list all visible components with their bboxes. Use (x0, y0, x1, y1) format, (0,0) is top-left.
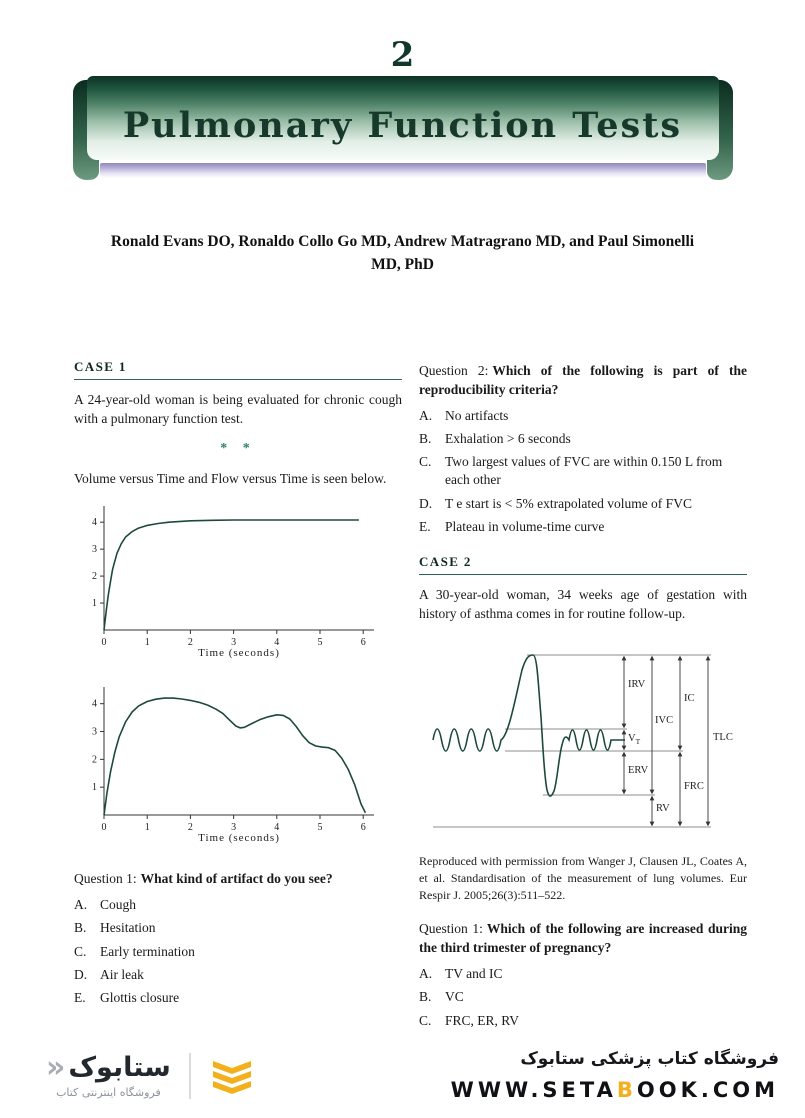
answer-option: A. Cough (74, 897, 137, 913)
question-text: Which of the following are increased during the third trimester of pregnancy? (419, 920, 747, 955)
banner-gradient (87, 76, 719, 160)
website-accent-letter: B (616, 1078, 637, 1102)
banner-lavender-strip (100, 163, 706, 178)
svg-text:3: 3 (92, 544, 97, 556)
frc-label: FRC (684, 781, 704, 793)
question-2 (419, 361, 747, 399)
answer-option: C. FRC, ER, RV (419, 1012, 519, 1028)
svg-text:6: 6 (360, 636, 366, 648)
irv-label: IRV (628, 679, 646, 691)
answer-option: D. Air leak (74, 966, 144, 982)
answer-option: D. T e start is < 5% extrapolated volume of FVC (419, 495, 692, 511)
left-column (74, 359, 402, 1035)
spirogram-trace (433, 655, 625, 796)
svg-text:4: 4 (274, 821, 280, 833)
answer-option: A. No artifacts (419, 407, 509, 423)
case1-options (74, 896, 402, 1007)
case1-heading: CASE 1 (74, 359, 402, 380)
svg-text:1: 1 (92, 782, 97, 794)
svg-text:4: 4 (92, 698, 97, 710)
chapter-title: Pulmonary Function Tests (122, 104, 683, 146)
ivc-label: IVC (655, 715, 674, 727)
svg-text:6: 6 (360, 821, 366, 833)
flow-time-chart (74, 677, 402, 854)
case2-options (419, 965, 747, 1030)
shop-title: فروشگاه کتاب پزشکی ستابوک (520, 1049, 779, 1069)
right-column (419, 359, 747, 1035)
volume-time-chart (74, 496, 402, 669)
answer-option: C. Two largest values of FVC are within 0.150 L from each other (419, 454, 723, 488)
authors-line: Ronald Evans DO, Ronaldo Collo Go MD, Andrew Matragrano MD, and Paul Simonelli MD, PhD (110, 233, 695, 274)
case2-heading: CASE 2 (419, 554, 747, 575)
stacked-books-icon (209, 1053, 255, 1099)
svg-text:2: 2 (187, 821, 193, 833)
svg-text:2: 2 (92, 754, 97, 766)
page-body (0, 359, 805, 1035)
logo-wordmark: ستابوک (68, 1052, 171, 1083)
question-text: Which of the following is part of the reproducibility criteria? (419, 362, 747, 397)
logo-chevrons-icon: « (46, 1050, 66, 1085)
chapter-number: 2 (390, 35, 415, 75)
tlc-label: TLC (713, 732, 733, 744)
erv-label: ERV (628, 765, 649, 777)
answer-option: B. VC (419, 989, 464, 1005)
svg-text:2: 2 (92, 571, 97, 583)
svg-text:Time (seconds): Time (seconds) (198, 646, 280, 659)
question-label: Question 2: (419, 362, 489, 378)
vt-label: $V_T$ (628, 733, 641, 747)
answer-option: C. Early termination (74, 943, 195, 959)
svg-text:3: 3 (231, 636, 237, 648)
answer-option: E. Plateau in volume-time curve (419, 518, 605, 534)
flow-time-chart-svg (74, 677, 384, 849)
svg-text:1: 1 (144, 821, 150, 833)
case2-question (419, 919, 747, 957)
case1-intro: A 24-year-old woman is being evaluated for chronic cough with a pulmonary function test. (74, 391, 402, 426)
svg-text:0: 0 (101, 821, 107, 833)
svg-text:3: 3 (92, 726, 97, 738)
svg-text:Time (seconds): Time (seconds) (198, 831, 280, 844)
logo-subtitle: فروشگاه اینترنتی کتاب (56, 1086, 161, 1099)
question2-options (419, 407, 747, 536)
ic-label: IC (684, 693, 695, 705)
svg-text:0: 0 (101, 636, 107, 648)
lung-volumes-svg (419, 635, 749, 845)
publisher-footer (0, 1049, 805, 1102)
question-text: What kind of artifact do you see? (140, 870, 333, 886)
volume-time-chart-svg (74, 496, 384, 664)
case1-lead: Volume versus Time and Flow versus Time is seen below. (74, 470, 387, 486)
question-label: Question 1: (74, 870, 137, 886)
chapter-header (0, 35, 805, 277)
svg-text:2: 2 (187, 636, 193, 648)
case2-intro: A 30-year-old woman, 34 weeks age of gestation with history of asthma comes in for routine follow-up. (419, 587, 747, 622)
answer-option: B. Exhalation > 6 seconds (419, 431, 571, 447)
svg-text:1: 1 (144, 636, 150, 648)
asterisk-separator: * * (220, 440, 256, 456)
answer-option: E. Glottis closure (74, 990, 180, 1005)
answer-option: A. TV and IC (419, 966, 503, 982)
svg-text:1: 1 (92, 598, 97, 610)
rv-label: RV (656, 803, 670, 815)
footer-right (451, 1049, 779, 1102)
figure-credit: Reproduced with permission from Wanger J, Clausen JL, Coates A, et al. Standardisation of the measurement of lung volumes. Eur Respir J. 2005;26(3):511–522. (419, 854, 747, 903)
question-label: Question 1: (419, 920, 483, 936)
lung-volumes-diagram (419, 635, 749, 845)
website-url: WWW.SETABOOK.COM (450, 1078, 779, 1102)
svg-text:5: 5 (317, 636, 323, 648)
footer-divider (189, 1053, 191, 1099)
setabook-logo (46, 1052, 171, 1099)
case1-question (74, 869, 402, 888)
svg-text:3: 3 (231, 821, 237, 833)
svg-text:4: 4 (92, 517, 97, 529)
answer-option: B. Hesitation (74, 920, 156, 936)
svg-text:5: 5 (317, 821, 323, 833)
svg-text:4: 4 (274, 636, 280, 648)
chapter-banner (75, 76, 731, 160)
